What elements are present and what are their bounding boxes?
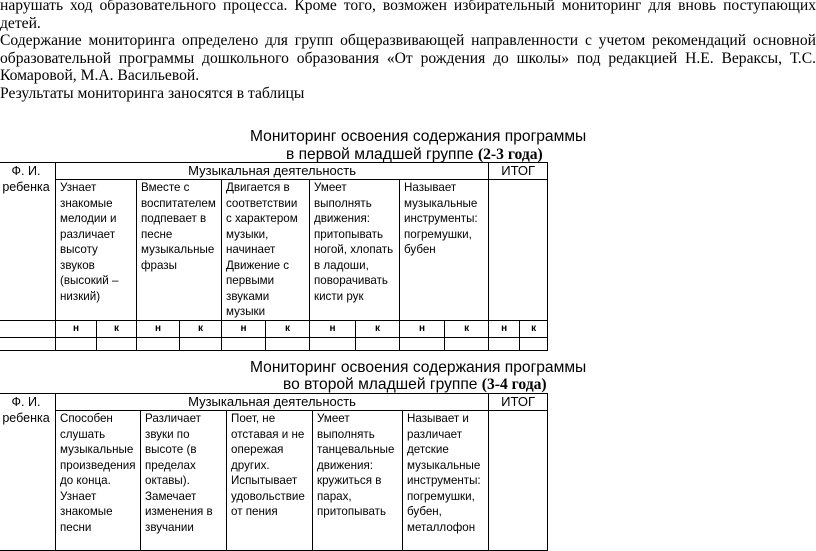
mark-cell: н bbox=[137, 320, 180, 337]
table2-caption-group: во второй младшей группе bbox=[283, 376, 478, 393]
table2-caption-line1: Мониторинг освоения содержания программы bbox=[250, 359, 587, 376]
table2-caption-age: (3-4 года) bbox=[481, 376, 547, 393]
mark-cell: к bbox=[180, 320, 222, 337]
fio-cell bbox=[0, 320, 56, 337]
mark-cell: к bbox=[356, 320, 400, 337]
criterion-cell: Называет музыкальные инструменты: погремушки, бубен bbox=[400, 180, 489, 321]
empty-cell bbox=[520, 337, 548, 350]
intro-line: Результаты мониторинга заносятся в таблицы bbox=[0, 84, 305, 102]
total-cell bbox=[489, 180, 548, 321]
mark-cell: к bbox=[520, 320, 548, 337]
empty-cell bbox=[180, 337, 222, 350]
empty-cell bbox=[56, 337, 97, 350]
intro-line: Комаровой, М.А. Васильевой. bbox=[0, 67, 200, 84]
empty-cell bbox=[400, 337, 445, 350]
criterion-cell: Умеет выполнять движения: притопывать ногой, хлопать в ладоши, поворачивать кисти рук bbox=[310, 180, 400, 321]
mark-cell: н bbox=[400, 320, 445, 337]
music-activity-header: Музыкальная деятельность bbox=[56, 394, 489, 411]
empty-cell bbox=[266, 337, 310, 350]
monitoring-table-1 bbox=[0, 162, 548, 351]
mark-cell: к bbox=[445, 320, 489, 337]
criterion-cell: Поет, не отставая и не опережая других. Испытывает удовольствие от пения bbox=[227, 411, 313, 551]
criterion-cell: Способен слушать музыкальные произведения до конца. Узнает знакомые песни bbox=[56, 411, 141, 551]
criterion-cell: Вместе с воспитателем подпевает в песне музыкальные фразы bbox=[137, 180, 222, 321]
table1-caption-age: (2-3 года) bbox=[477, 146, 543, 163]
intro-line: образовательной программы дошкольного образования «От рождения до школы» под редакцией Н.Е. Вераксы, Т.С. bbox=[0, 49, 816, 67]
intro-line: Содержание мониторинга определено для групп общеразвивающей направленности с учетом рекомендаций основной bbox=[0, 32, 816, 49]
mark-cell: к bbox=[97, 320, 137, 337]
mark-cell: н bbox=[56, 320, 97, 337]
criterion-cell: Называет и различает детские музыкальные инструменты: погремушки, бубен, металлофон bbox=[403, 411, 489, 551]
empty-cell bbox=[0, 337, 56, 350]
mark-cell: н bbox=[310, 320, 356, 337]
intro-line: детей. bbox=[0, 14, 41, 32]
mark-cell: н bbox=[222, 320, 266, 337]
table1-caption-line1: Мониторинг освоения содержания программы bbox=[250, 128, 587, 145]
criterion-cell: Умеет выполнять танцевальные движения: кружиться в парах, притопывать bbox=[313, 411, 403, 551]
intro-paragraph bbox=[0, 0, 816, 102]
empty-cell bbox=[489, 337, 520, 350]
criterion-cell: Двигается в соответствии с характером музыки, начинает Движение с первыми звуками музыки bbox=[222, 180, 310, 321]
intro-line: нарушать ход образовательного процесса. Кроме того, возможен избирательный мониторинг для вновь поступающих bbox=[0, 0, 816, 14]
music-activity-header: Музыкальная деятельность bbox=[56, 163, 489, 180]
monitoring-table-2 bbox=[0, 393, 548, 551]
empty-cell bbox=[445, 337, 489, 350]
empty-cell bbox=[356, 337, 400, 350]
mark-cell: н bbox=[489, 320, 520, 337]
fio-header: Ф. И. ребенка bbox=[0, 394, 56, 551]
empty-cell bbox=[310, 337, 356, 350]
total-header: ИТОГ bbox=[489, 163, 548, 180]
mark-cell: к bbox=[266, 320, 310, 337]
empty-cell bbox=[222, 337, 266, 350]
fio-header: Ф. И. ребенка bbox=[0, 163, 56, 321]
empty-cell bbox=[137, 337, 180, 350]
empty-cell bbox=[97, 337, 137, 350]
criterion-cell: Узнает знакомые мелодии и различает высоту звуков (высокий – низкий) bbox=[56, 180, 137, 321]
table2-caption-line2 bbox=[283, 376, 547, 394]
total-cell bbox=[489, 411, 548, 551]
table1-caption-group: в первой младшей группе bbox=[286, 146, 474, 163]
total-header: ИТОГ bbox=[489, 394, 548, 411]
criterion-cell: Различает звуки по высоте (в пределах октавы). Замечает изменения в звучании bbox=[141, 411, 227, 551]
